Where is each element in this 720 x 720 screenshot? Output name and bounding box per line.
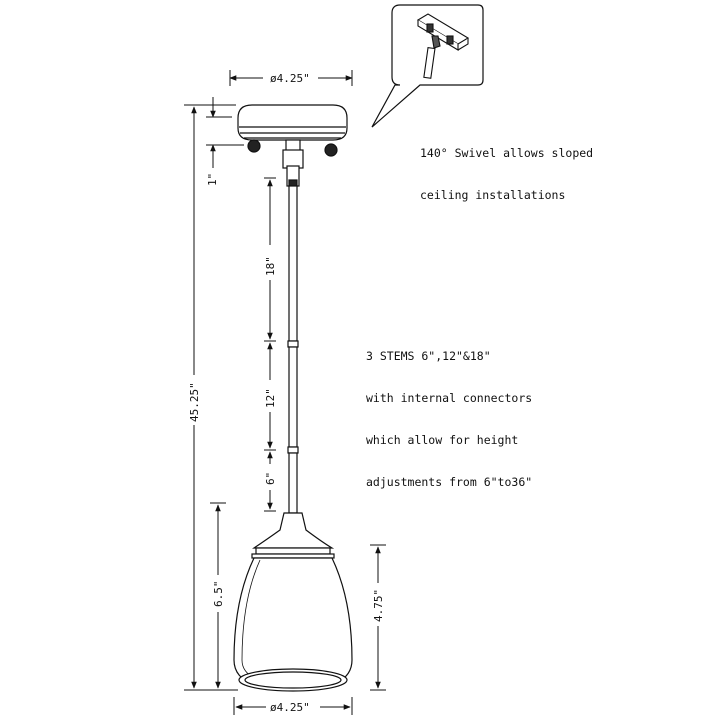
ceiling-canopy bbox=[238, 105, 347, 186]
stems-note-line-2: with internal connectors bbox=[366, 391, 533, 405]
swivel-note-line-2: ceiling installations bbox=[420, 188, 566, 202]
swivel-bracket-icon bbox=[418, 14, 468, 78]
canopy-diameter-label: ø4.25" bbox=[270, 72, 310, 85]
stems-note-line-1: 3 STEMS 6",12"&18" bbox=[366, 349, 491, 363]
glass-height-label: 4.75" bbox=[372, 588, 385, 622]
glass-shade bbox=[234, 513, 352, 691]
stem-length-dimensions bbox=[264, 178, 276, 511]
canopy-height-label: 1" bbox=[206, 172, 219, 186]
stem-12-label: 12" bbox=[264, 388, 277, 408]
shade-diameter-label: ø4.25" bbox=[270, 701, 310, 714]
stems-note-line-4: adjustments from 6"to36" bbox=[366, 475, 533, 489]
stem-rod bbox=[288, 186, 298, 513]
stem-6-label: 6" bbox=[264, 471, 277, 485]
stem-18-label: 18" bbox=[264, 256, 277, 276]
stems-note-line-3: which allow for height bbox=[366, 433, 519, 447]
swivel-note-line-1: 140° Swivel allows sloped bbox=[420, 146, 594, 160]
stems-note bbox=[366, 321, 532, 503]
swivel-note bbox=[420, 118, 593, 216]
overall-height-label: 45.25" bbox=[188, 382, 201, 422]
shade-height-label: 6.5" bbox=[212, 580, 225, 607]
